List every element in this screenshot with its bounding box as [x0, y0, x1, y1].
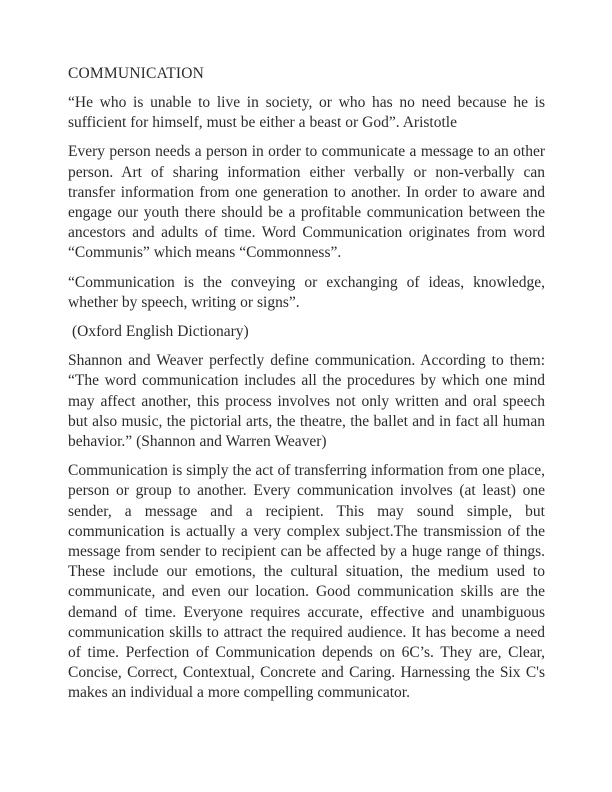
- paragraph-definition-and-six-cs: Communication is simply the act of transferring information from one place, person or group to another. Every communication involves (at least) one sender, a message and a recipient. This may sound simple, but communication is actually a very complex subject.The transmission of the message from sender to recipient can be affected by a huge range of things. These include our emotions, the cultural situation, the medium used to communicate, and even our location. Good communication skills are the demand of time. Everyone requires accurate, effective and unambiguous communication skills to attract the required audience. It has become a need of time. Perfection of Communication depends on 6C’s. They are, Clear, Concise, Correct, Contextual, Concrete and Caring. Harnessing the Six C's makes an individual a more compelling communicator.: [68, 462, 545, 702]
- paragraph-introduction: Every person needs a person in order to communicate a message to an other person. Art of sharing information either verbally or non-verbally can transfer information from one generation to another. In order to aware and engage our youth there should be a profitable communication between the ancestors and adults of time. Word Communication originates from word “Communis” which means “Commonness”.: [68, 143, 545, 262]
- paragraph-oxford-attribution: (Oxford English Dictionary): [72, 323, 249, 341]
- document-text-column: [68, 64, 545, 704]
- paragraph-aristotle-quote: “He who is unable to live in society, or who has no need because he is sufficient for himself, must be either a beast or God”. Aristotle: [68, 94, 545, 132]
- paragraph-oxford-definition: “Communication is the conveying or exchanging of ideas, knowledge, whether by speech, writing or signs”.: [68, 273, 545, 311]
- page-title: COMMUNICATION: [68, 65, 205, 82]
- paragraph-shannon-weaver: Shannon and Weaver perfectly define communication. According to them: “The word communication includes all the procedures by which one mind may affect another, this process involves not only written and oral speech but also music, the pictorial arts, the theatre, the ballet and in fact all human behavior.” (Shannon and Warren Weaver): [68, 352, 545, 451]
